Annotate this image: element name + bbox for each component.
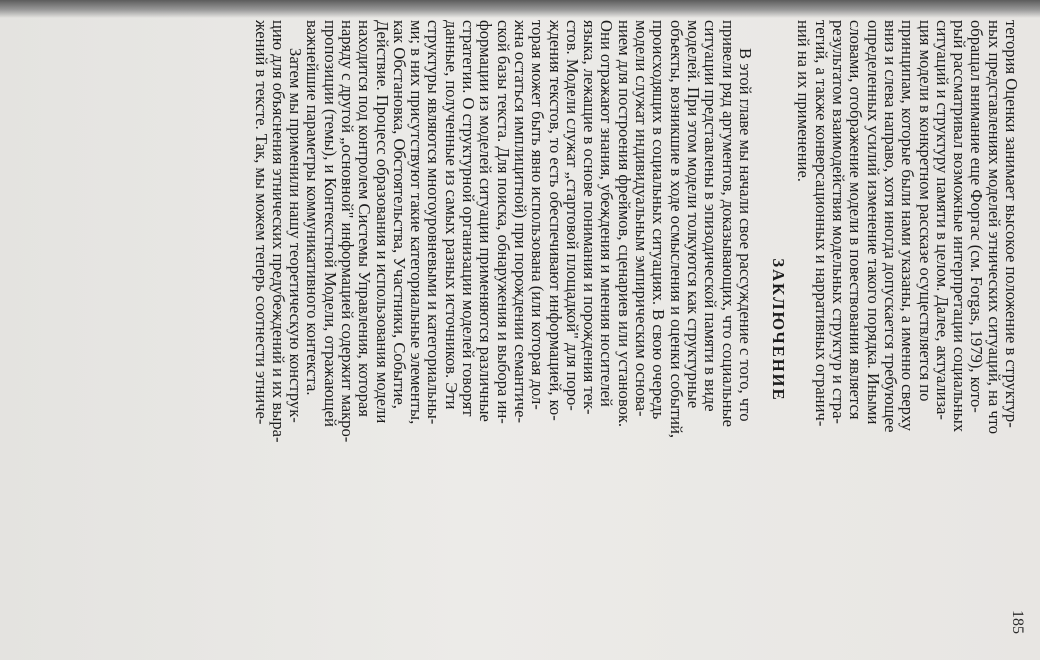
text-line: пропозиции (темы), и Контекстной Модели, отражающей bbox=[320, 20, 340, 427]
page-edge-shadow bbox=[0, 0, 1040, 18]
text-line: Они отражают знания, убеждения и мнения носителей bbox=[597, 20, 617, 407]
text-line: стов. Модели служат „стартовой площадкой" для поро- bbox=[562, 20, 582, 411]
page-number: 185 bbox=[1009, 610, 1026, 634]
text-line: данные, полученные из самых разных источников. Эти bbox=[441, 20, 461, 410]
text-line: тегий, а также конверсационных и нарративных огранич- bbox=[811, 20, 831, 427]
text-line: ситуаций и структуру памяти в целом. Далее, актуализа- bbox=[932, 20, 952, 420]
text-line: ция модели в конкретном рассказе осуществляется по bbox=[915, 20, 935, 402]
text-line: жений в тексте. Так, мы можем теперь соотнести этниче- bbox=[251, 20, 271, 425]
text-line: цию для объяснения этнических предубеждений и их выра- bbox=[268, 20, 288, 443]
text-line: как Обстановка, Обстоятельства, Участники, Событие, bbox=[389, 20, 409, 409]
text-line: модели служат индивидуальным эмпирическим основа- bbox=[632, 20, 652, 417]
paragraph-conclusion bbox=[304, 20, 754, 640]
text-line: наряду с другой „основной" информацией содержит макро- bbox=[338, 20, 358, 443]
text-line: структуры являются многоуровневыми и категориальны- bbox=[424, 20, 444, 425]
text-line: торая может быть явно использована (или которая дол- bbox=[528, 20, 548, 410]
text-line: ных представлениях моделей этнических ситуаций, на что bbox=[984, 20, 1004, 435]
text-line: Действие. Процесс образования и использования модели bbox=[372, 20, 392, 424]
text-line: В этой главе мы начали свое рассуждение с того, что bbox=[735, 48, 755, 422]
text-line: Затем мы применили нашу теоретическую конструк- bbox=[286, 48, 306, 423]
section-heading: ЗАКЛЮЧЕНИЕ bbox=[769, 258, 789, 402]
text-line: языка, лежащие в основе понимания и порождения тек- bbox=[580, 20, 600, 415]
text-line: результатом взаимодействия модельных структур и стра- bbox=[829, 20, 849, 424]
text-line: вниз и слева направо, хотя иногда допускается требующее bbox=[880, 20, 900, 433]
text-line: ской базы текста. Для поиска, обнаружения и выбора ин- bbox=[493, 20, 513, 424]
text-line: происходящих в социальных ситуациях. В свою очередь bbox=[649, 20, 669, 420]
text-line: моделей. При этом модели толкуются как структурные bbox=[683, 20, 703, 409]
paragraph-ethnic-prejudice bbox=[252, 20, 304, 640]
text-block bbox=[252, 20, 1020, 640]
text-line: тегория Оценки занимает высокое положение в структур- bbox=[1002, 20, 1021, 428]
text-line: ний на их применение. bbox=[794, 20, 814, 182]
rotated-text-area bbox=[20, 20, 1026, 640]
text-line: жна остаться имплицитной) при порождении семантиче- bbox=[510, 20, 530, 424]
text-line: привели ряд аргументов, доказывающих, что социальные bbox=[718, 20, 738, 427]
text-line: важнейшие параметры коммуникативного контекста. bbox=[303, 20, 323, 396]
text-line: рый рассматривал возможные интерпретации социальных bbox=[950, 20, 970, 433]
paragraph-evaluation-category bbox=[795, 20, 1020, 640]
text-line: ждения текстов, то есть обеспечивают информацией, ко- bbox=[545, 20, 565, 421]
text-line: ситуации представлены в эпизодической памяти в виде bbox=[701, 20, 721, 412]
text-line: стратегии. О структурной организации моделей говорят bbox=[459, 20, 479, 417]
text-line: обращал внимание еще Форгас (см. Forgas, 1979), кото- bbox=[967, 20, 987, 413]
text-line: принципам, которые были нами указаны, а именно сверху bbox=[898, 20, 918, 431]
text-line: нием для построения фреймов, сценариев или установок. bbox=[614, 20, 634, 428]
text-line: словами, отображение модели в повествовании является bbox=[846, 20, 866, 420]
text-line: определенных усилий изменение такого порядка. Иными bbox=[863, 20, 883, 425]
text-line: находится под контролем Системы Управления, которая bbox=[355, 20, 375, 417]
text-line: формации из моделей ситуации применяются различные bbox=[476, 20, 496, 422]
text-line: ми; в них присутствуют такие категориальные элементы, bbox=[407, 20, 427, 425]
text-line: объекты, возникшие в ходе осмысления и оценки событий, bbox=[666, 20, 686, 439]
